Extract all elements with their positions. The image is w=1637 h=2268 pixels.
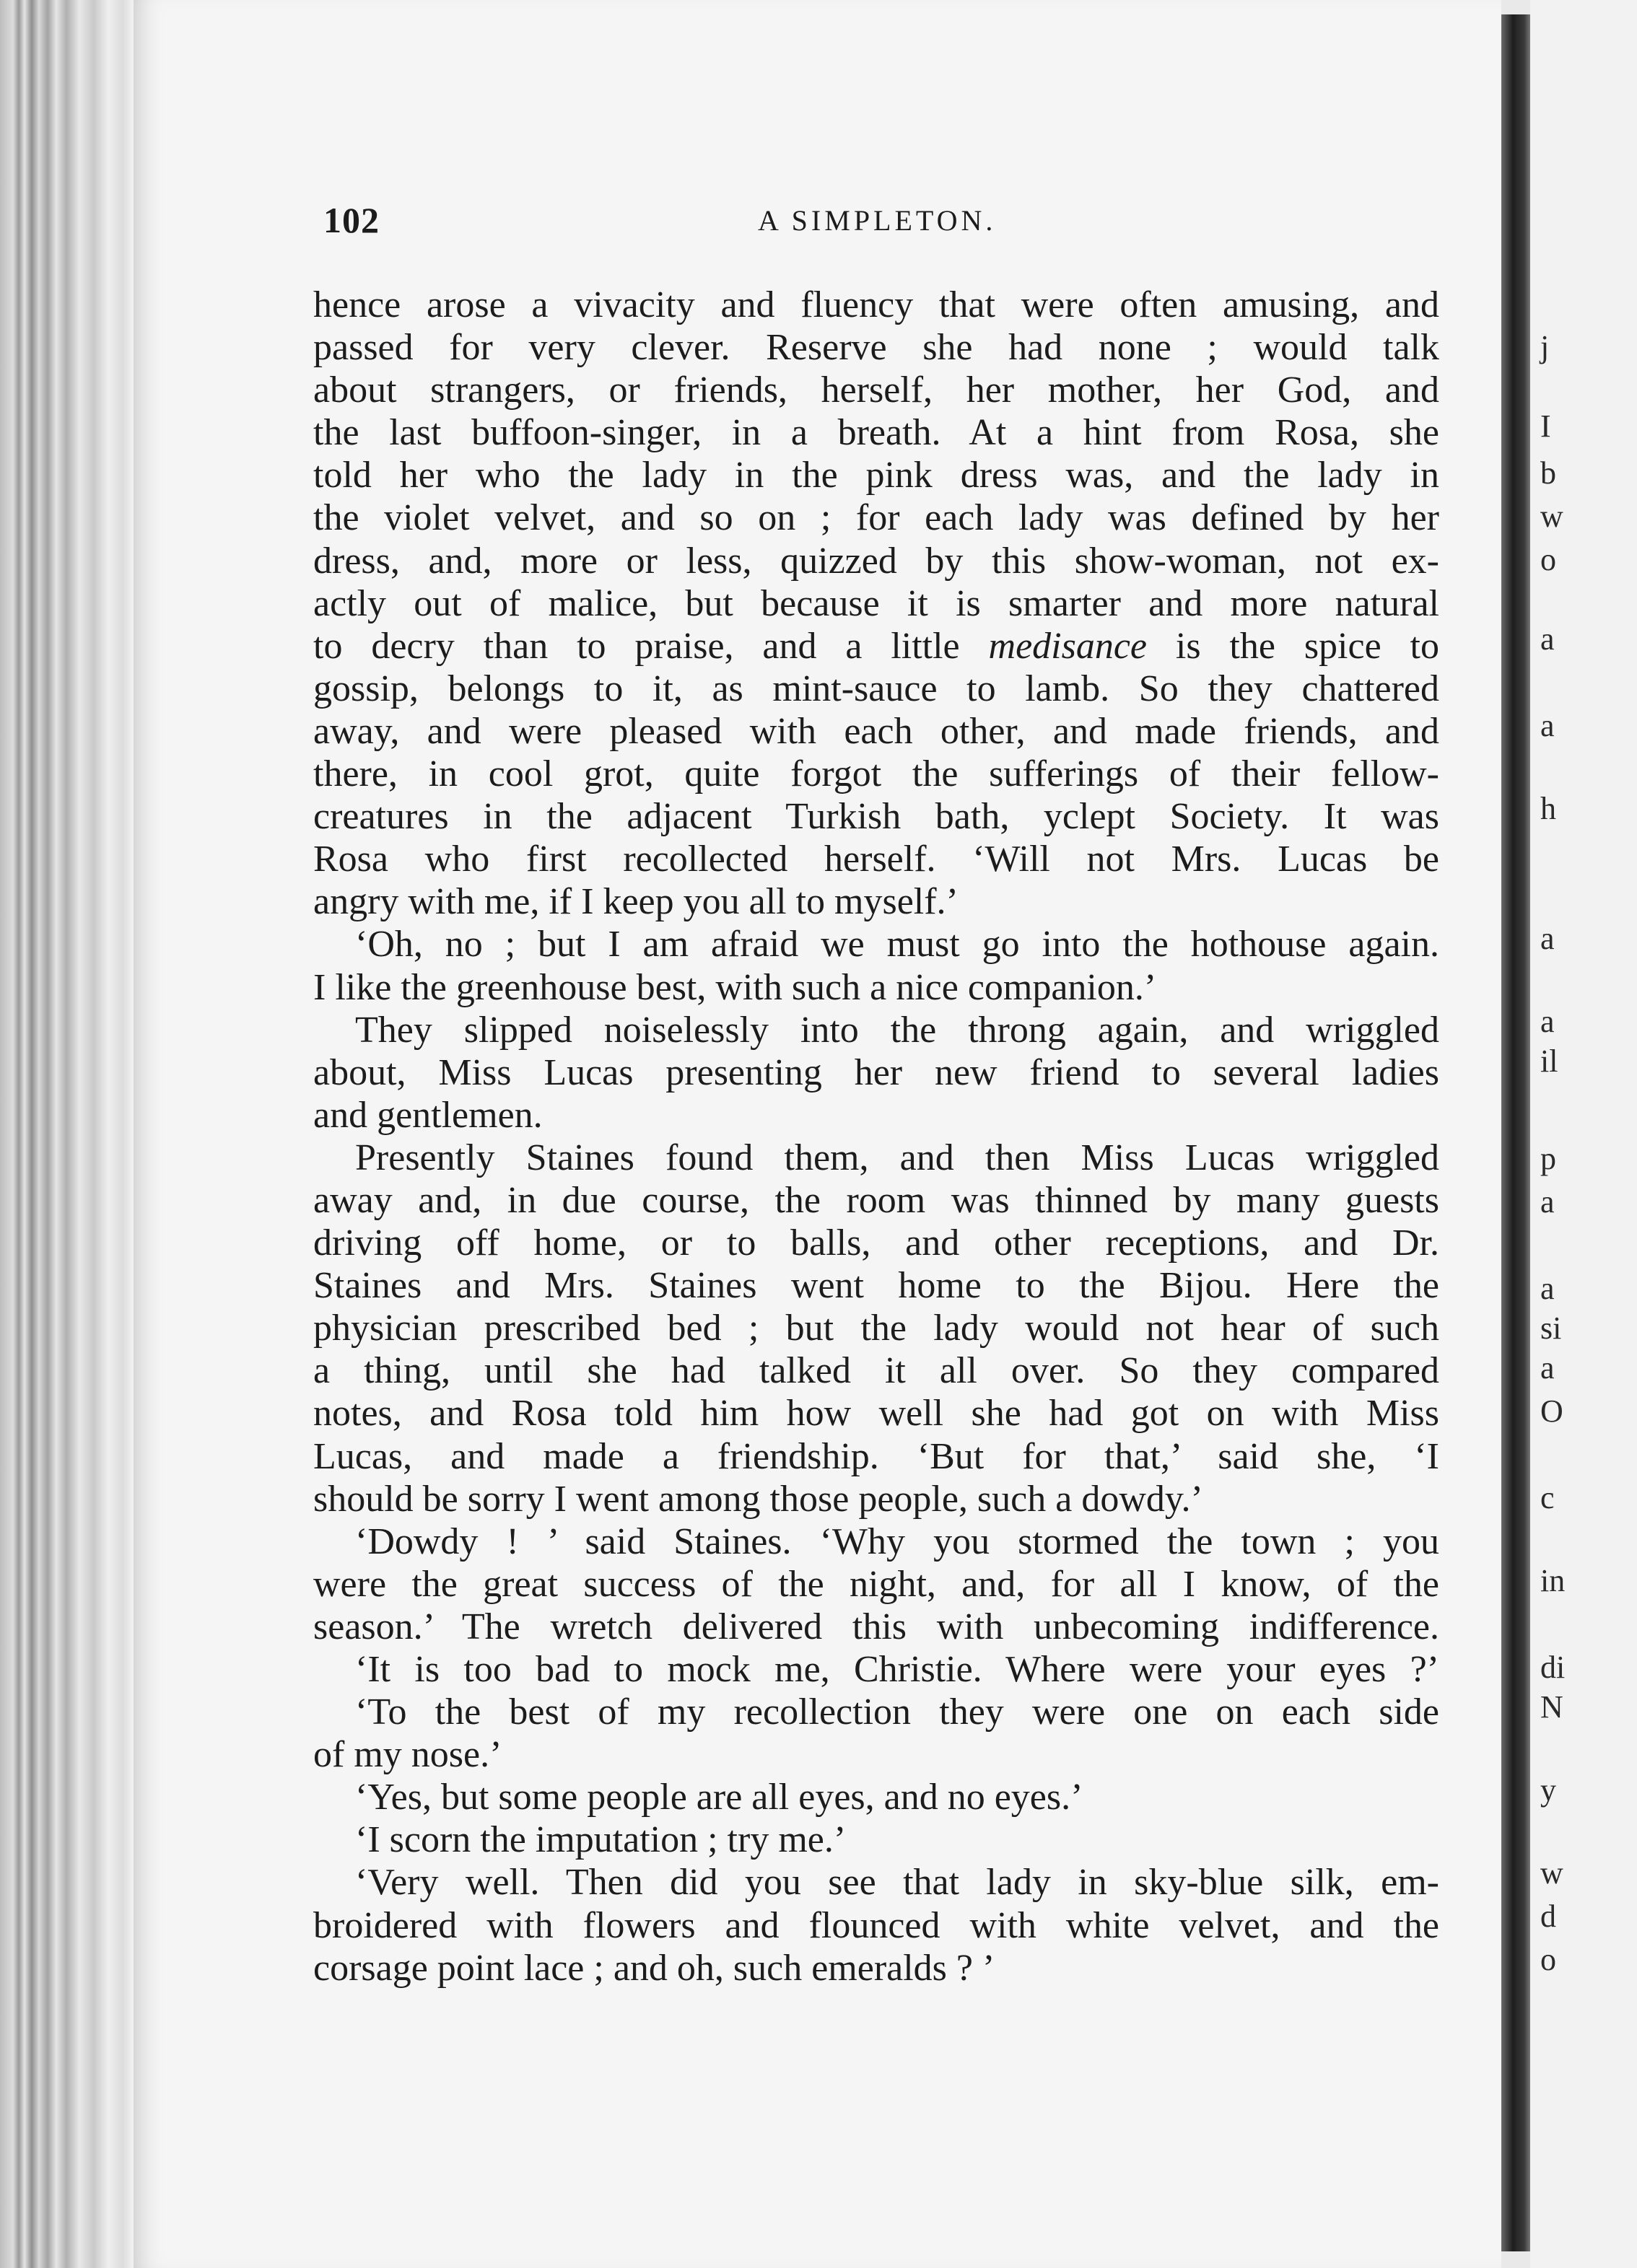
facing-page-fragment: a — [1540, 708, 1555, 743]
facing-page-fragment: j — [1540, 329, 1550, 364]
text-line: about, Miss Lucas presenting her new friend to several ladies — [313, 1051, 1439, 1093]
facing-page-fragment: a — [1540, 1271, 1555, 1306]
facing-page-fragment: si — [1540, 1310, 1562, 1346]
text-line: angry with me, if I keep you all to myself.’ — [313, 881, 959, 923]
facing-page-fragment: a — [1540, 621, 1555, 657]
facing-page-fragments — [1530, 0, 1637, 2268]
facing-page-fragment: di — [1540, 1650, 1566, 1685]
text-line: ‘It is too bad to mock me, Christie. Where were your eyes ?’ — [355, 1649, 1439, 1690]
facing-page-fragment: d — [1540, 1899, 1556, 1934]
text-line: were the great success of the night, and, for all I know, of the — [313, 1563, 1439, 1605]
facing-page-fragment: w — [1540, 1855, 1563, 1891]
body-text — [313, 284, 1439, 1989]
facing-page-fragment: a — [1540, 1004, 1555, 1039]
facing-page-fragment: il — [1540, 1043, 1558, 1079]
facing-page-fragment: p — [1540, 1141, 1556, 1176]
text-line: broidered with flowers and flounced with white velvet, and the — [313, 1904, 1439, 1946]
text-line: of my nose.’ — [313, 1734, 502, 1776]
text-line: ‘Yes, but some people are all eyes, and no eyes.’ — [355, 1777, 1083, 1818]
facing-page-fragment: o — [1540, 542, 1556, 577]
text-line: Presently Staines found them, and then Miss Lucas wriggled — [355, 1137, 1439, 1178]
text-line: there, in cool grot, quite forgot the sufferings of their fellow- — [313, 753, 1439, 795]
text-line: Rosa who first recollected herself. ‘Will not Mrs. Lucas be — [313, 839, 1439, 880]
text-line: the last buffoon-singer, in a breath. At a hint from Rosa, she — [313, 412, 1439, 454]
text-line: actly out of malice, but because it is smarter and more natural — [313, 582, 1439, 624]
facing-page-fragment: a — [1540, 1184, 1555, 1220]
page-stack-edge — [0, 0, 134, 2268]
facing-page-fragment: h — [1540, 791, 1556, 826]
facing-page-fragment: in — [1540, 1563, 1566, 1598]
text-line: hence arose a vivacity and fluency that were often amusing, and — [313, 284, 1439, 325]
text-line: about strangers, or friends, herself, her mother, her God, and — [313, 369, 1439, 411]
facing-page-fragment: O — [1540, 1393, 1563, 1429]
text-line: corsage point lace ; and oh, such emeralds ? ’ — [313, 1947, 995, 1989]
text-line: ‘Oh, no ; but I am afraid we must go into the hothouse again. — [355, 924, 1439, 966]
text-line: told her who the lady in the pink dress was, and the lady in — [313, 455, 1439, 496]
text-line: ‘I scorn the imputation ; try me.’ — [355, 1819, 847, 1861]
text-line: ‘Very well. Then did you see that lady in sky-blue silk, em- — [355, 1862, 1439, 1904]
facing-page-fragment: o — [1540, 1942, 1556, 1977]
running-title: A SIMPLETON. — [758, 204, 997, 237]
page-header — [323, 199, 1435, 242]
facing-page-fragment: a — [1540, 1350, 1555, 1385]
text-line: the violet velvet, and so on ; for each lady was defined by her — [313, 497, 1439, 539]
text-line: Lucas, and made a friendship. ‘But for that,’ said she, ‘I — [313, 1435, 1439, 1477]
text-line: season.’ The wretch delivered this with unbecoming indifference. — [313, 1606, 1439, 1647]
text-line: driving off home, or to balls, and other receptions, and Dr. — [313, 1222, 1439, 1264]
text-line: physician prescribed bed ; but the lady would not hear of such — [313, 1308, 1439, 1349]
text-line: ‘Dowdy ! ’ said Staines. ‘Why you stormed the town ; you — [355, 1520, 1439, 1562]
text-line: ‘To the best of my recollection they were one on each side — [355, 1691, 1439, 1733]
facing-page-fragment: a — [1540, 921, 1555, 956]
text-line: should be sorry I went among those people, such a dowdy.’ — [313, 1478, 1203, 1520]
text-line: creatures in the adjacent Turkish bath, yclept Society. It was — [313, 796, 1439, 838]
text-line: notes, and Rosa told him how well she had got on with Miss — [313, 1393, 1439, 1435]
facing-page-fragment: w — [1540, 499, 1563, 534]
text-line: and gentlemen. — [313, 1094, 543, 1136]
text-line: away, and were pleased with each other, and made friends, and — [313, 710, 1439, 752]
facing-page-fragment: c — [1540, 1480, 1555, 1515]
facing-page-fragment: N — [1540, 1689, 1563, 1725]
text-line: They slipped noiselessly into the throng again, and wriggled — [355, 1009, 1439, 1051]
text-line: passed for very clever. Reserve she had none ; would talk — [313, 327, 1439, 369]
facing-page-edge — [1530, 0, 1637, 2268]
text-line: to decry than to praise, and a little medisance is the spice to — [313, 625, 1439, 667]
text-line: gossip, belongs to it, as mint-sauce to lamb. So they chattered — [313, 667, 1439, 709]
text-line: away and, in due course, the room was thinned by many guests — [313, 1179, 1439, 1221]
text-line: I like the greenhouse best, with such a nice companion.’ — [313, 966, 1157, 1008]
text-line: dress, and, more or less, quizzed by this show-woman, not ex- — [313, 540, 1439, 582]
text-line: Staines and Mrs. Staines went home to the Bijou. Here the — [313, 1265, 1439, 1307]
book-gutter — [1501, 14, 1530, 2251]
facing-page-fragment: I — [1540, 408, 1551, 444]
page-number: 102 — [323, 200, 380, 240]
facing-page-fragment: y — [1540, 1772, 1556, 1808]
text-line: a thing, until she had talked it all over. So they compared — [313, 1350, 1439, 1392]
facing-page-fragment: b — [1540, 455, 1556, 491]
